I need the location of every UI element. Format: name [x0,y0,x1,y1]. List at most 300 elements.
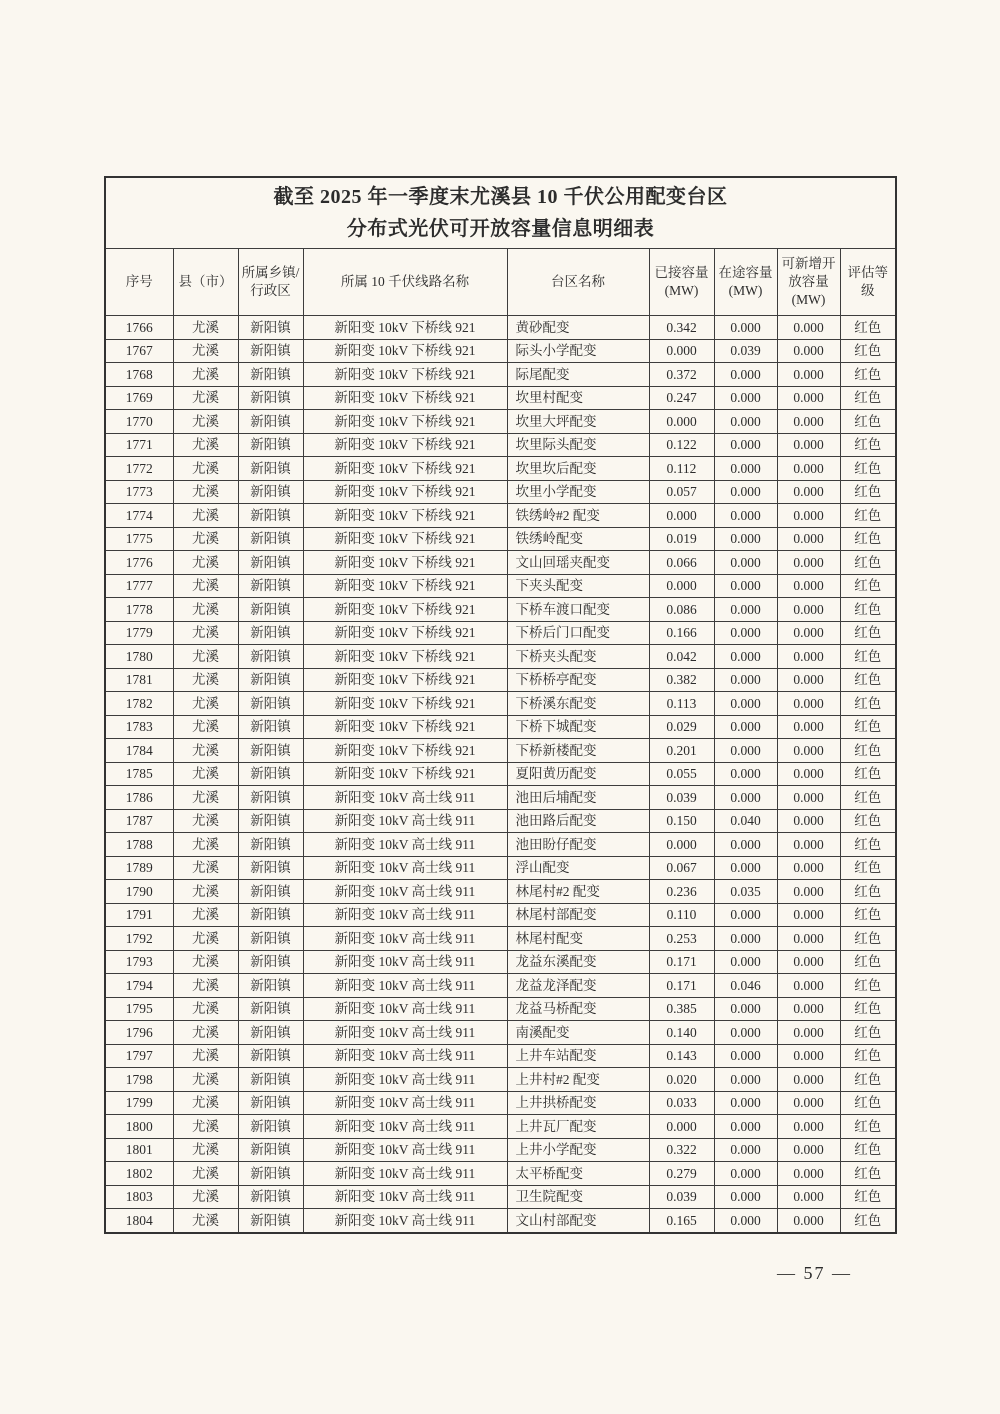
table-cell: 坎里村配变 [507,386,649,410]
table-cell: 0.165 [649,1209,714,1233]
table-cell: 0.000 [777,574,840,598]
table-cell: 红色 [840,833,896,857]
table-cell: 1775 [105,527,173,551]
table-cell: 0.020 [649,1068,714,1092]
table-cell: 新阳镇 [238,927,303,951]
table-cell: 0.000 [777,527,840,551]
table-cell: 0.000 [714,457,777,481]
table-cell: 红色 [840,386,896,410]
table-cell: 红色 [840,927,896,951]
table-cell: 0.342 [649,316,714,340]
table-cell: 0.000 [714,1209,777,1233]
table-row [105,762,896,786]
column-header-intransit: 在途容量(MW) [714,249,777,316]
table-cell: 0.140 [649,1021,714,1045]
table-cell: 1779 [105,621,173,645]
table-row [105,1115,896,1139]
column-header-connected: 已接容量(MW) [649,249,714,316]
table-row [105,339,896,363]
table-cell: 1782 [105,692,173,716]
table-cell: 尤溪 [173,433,238,457]
table-cell: 新阳镇 [238,762,303,786]
table-cell: 新阳镇 [238,1091,303,1115]
table-row [105,1091,896,1115]
table-cell: 上井瓦厂配变 [507,1115,649,1139]
table-cell: 尤溪 [173,386,238,410]
table-cell: 0.000 [777,762,840,786]
table-cell: 0.000 [777,504,840,528]
table-cell: 新阳变 10kV 下桥线 921 [303,339,507,363]
table-cell: 红色 [840,715,896,739]
table-row [105,1068,896,1092]
table-cell: 新阳变 10kV 下桥线 921 [303,739,507,763]
table-cell: 新阳变 10kV 高士线 911 [303,927,507,951]
table-cell: 0.171 [649,974,714,998]
table-cell: 0.000 [714,715,777,739]
table-cell: 0.000 [777,1138,840,1162]
table-cell: 0.150 [649,809,714,833]
table-cell: 坎里坎后配变 [507,457,649,481]
table-cell: 尤溪 [173,974,238,998]
table-row [105,410,896,434]
table-cell: 新阳镇 [238,1021,303,1045]
table-cell: 0.039 [649,786,714,810]
table-cell: 新阳变 10kV 高士线 911 [303,1044,507,1068]
table-cell: 红色 [840,1044,896,1068]
table-row [105,974,896,998]
table-cell: 红色 [840,762,896,786]
table-cell: 0.000 [777,363,840,387]
table-cell: 新阳变 10kV 高士线 911 [303,950,507,974]
table-cell: 1774 [105,504,173,528]
table-header-row [105,249,896,316]
table-row [105,880,896,904]
table-cell: 下桥后门口配变 [507,621,649,645]
table-cell: 新阳镇 [238,457,303,481]
table-cell: 新阳变 10kV 高士线 911 [303,1091,507,1115]
table-cell: 铁绣岭#2 配变 [507,504,649,528]
table-cell: 下桥下城配变 [507,715,649,739]
table-cell: 1777 [105,574,173,598]
table-cell: 0.000 [714,903,777,927]
table-row [105,527,896,551]
column-header-town: 所属乡镇/行政区 [238,249,303,316]
table-head [105,177,896,316]
table-cell: 0.000 [714,574,777,598]
table-cell: 1797 [105,1044,173,1068]
table-cell: 0.000 [777,809,840,833]
table-cell: 0.000 [714,598,777,622]
table-cell: 尤溪 [173,762,238,786]
table-cell: 新阳镇 [238,950,303,974]
table-cell: 尤溪 [173,598,238,622]
table-cell: 0.000 [777,1021,840,1045]
table-cell: 红色 [840,692,896,716]
column-header-station: 台区名称 [507,249,649,316]
table-cell: 0.000 [777,856,840,880]
table-row [105,598,896,622]
table-cell: 尤溪 [173,880,238,904]
table-cell: 新阳变 10kV 高士线 911 [303,880,507,904]
table-cell: 0.113 [649,692,714,716]
table-cell: 1781 [105,668,173,692]
table-cell: 尤溪 [173,1021,238,1045]
table-cell: 池田路后配变 [507,809,649,833]
table-cell: 太平桥配变 [507,1162,649,1186]
table-cell: 红色 [840,339,896,363]
table-cell: 0.000 [714,786,777,810]
table-cell: 0.000 [714,739,777,763]
table-cell: 尤溪 [173,856,238,880]
column-header-county: 县（市） [173,249,238,316]
table-row [105,1021,896,1045]
table-cell: 1795 [105,997,173,1021]
capacity-table [104,176,897,1234]
table-cell: 林尾村部配变 [507,903,649,927]
table-cell: 1789 [105,856,173,880]
table-cell: 1799 [105,1091,173,1115]
table-cell: 尤溪 [173,574,238,598]
table-cell: 红色 [840,1138,896,1162]
table-cell: 红色 [840,668,896,692]
table-cell: 新阳镇 [238,527,303,551]
table-cell: 0.000 [714,668,777,692]
table-cell: 0.000 [777,692,840,716]
table-cell: 下桥车渡口配变 [507,598,649,622]
table-cell: 尤溪 [173,1091,238,1115]
table-cell: 龙益马桥配变 [507,997,649,1021]
table-cell: 0.000 [777,339,840,363]
table-cell: 0.000 [777,997,840,1021]
table-cell: 南溪配变 [507,1021,649,1045]
table-cell: 0.035 [714,880,777,904]
table-row [105,1044,896,1068]
table-cell: 0.000 [714,621,777,645]
table-row [105,645,896,669]
table-title-row [105,177,896,249]
table-cell: 坎里大坪配变 [507,410,649,434]
table-cell: 林尾村配变 [507,927,649,951]
table-cell: 新阳镇 [238,574,303,598]
table-cell: 红色 [840,363,896,387]
table-cell: 0.000 [714,504,777,528]
table-cell: 1769 [105,386,173,410]
table-cell: 0.000 [777,1185,840,1209]
table-cell: 际尾配变 [507,363,649,387]
table-cell: 0.000 [649,833,714,857]
table-cell: 尤溪 [173,363,238,387]
table-cell: 红色 [840,551,896,575]
table-cell: 红色 [840,1068,896,1092]
table-cell: 0.000 [714,997,777,1021]
table-row [105,786,896,810]
table-row [105,903,896,927]
table-cell: 1778 [105,598,173,622]
table-cell: 新阳变 10kV 下桥线 921 [303,433,507,457]
table-cell: 0.000 [777,457,840,481]
table-cell: 1780 [105,645,173,669]
table-cell: 0.039 [714,339,777,363]
table-cell: 0.000 [777,974,840,998]
table-cell: 0.000 [714,410,777,434]
table-cell: 池田盼仔配变 [507,833,649,857]
table-cell: 0.066 [649,551,714,575]
table-cell: 0.000 [714,551,777,575]
table-cell: 0.000 [777,621,840,645]
table-cell: 红色 [840,974,896,998]
table-cell: 红色 [840,739,896,763]
table-cell: 上井拱桥配变 [507,1091,649,1115]
table-cell: 龙益龙泽配变 [507,974,649,998]
table-cell: 新阳镇 [238,621,303,645]
table-cell: 0.000 [777,950,840,974]
table-cell: 新阳镇 [238,856,303,880]
table-cell: 0.000 [714,480,777,504]
table-cell: 尤溪 [173,1044,238,1068]
column-header-line: 所属 10 千伏线路名称 [303,249,507,316]
table-cell: 际头小学配变 [507,339,649,363]
table-cell: 上井村#2 配变 [507,1068,649,1092]
table-cell: 新阳变 10kV 下桥线 921 [303,598,507,622]
table-cell: 红色 [840,574,896,598]
table-row [105,927,896,951]
table-title [105,177,896,249]
table-cell: 夏阳黄历配变 [507,762,649,786]
table-cell: 新阳变 10kV 下桥线 921 [303,551,507,575]
table-cell: 新阳变 10kV 下桥线 921 [303,645,507,669]
table-cell: 0.057 [649,480,714,504]
table-cell: 红色 [840,1185,896,1209]
table-cell: 0.033 [649,1091,714,1115]
table-cell: 尤溪 [173,809,238,833]
table-cell: 1786 [105,786,173,810]
table-cell: 1800 [105,1115,173,1139]
table-cell: 0.000 [649,574,714,598]
table-row [105,668,896,692]
table-row [105,621,896,645]
table-cell: 0.000 [714,386,777,410]
table-cell: 尤溪 [173,527,238,551]
table-cell: 红色 [840,809,896,833]
table-cell: 新阳镇 [238,715,303,739]
table-cell: 1794 [105,974,173,998]
table-cell: 1785 [105,762,173,786]
table-cell: 1790 [105,880,173,904]
table-cell: 0.000 [777,668,840,692]
table-cell: 0.247 [649,386,714,410]
table-cell: 新阳镇 [238,504,303,528]
table-cell: 尤溪 [173,480,238,504]
table-cell: 尤溪 [173,903,238,927]
table-cell: 新阳变 10kV 高士线 911 [303,974,507,998]
table-cell: 0.279 [649,1162,714,1186]
table-row [105,1209,896,1233]
table-cell: 尤溪 [173,1115,238,1139]
table-cell: 0.000 [714,762,777,786]
table-cell: 尤溪 [173,950,238,974]
table-cell: 红色 [840,1115,896,1139]
table-cell: 尤溪 [173,316,238,340]
table-cell: 尤溪 [173,551,238,575]
table-cell: 尤溪 [173,645,238,669]
table-cell: 0.000 [777,645,840,669]
table-cell: 红色 [840,480,896,504]
table-cell: 0.000 [777,903,840,927]
table-cell: 尤溪 [173,739,238,763]
table-cell: 尤溪 [173,1209,238,1233]
table-cell: 0.000 [777,410,840,434]
column-header-grade: 评估等级 [840,249,896,316]
table-cell: 新阳镇 [238,1115,303,1139]
table-cell: 1787 [105,809,173,833]
table-cell: 新阳镇 [238,551,303,575]
table-row [105,363,896,387]
table-cell: 0.322 [649,1138,714,1162]
table-cell: 新阳变 10kV 下桥线 921 [303,527,507,551]
table-cell: 红色 [840,1209,896,1233]
table-cell: 红色 [840,1091,896,1115]
table-cell: 0.201 [649,739,714,763]
table-cell: 0.000 [714,856,777,880]
table-cell: 卫生院配变 [507,1185,649,1209]
table-cell: 新阳镇 [238,668,303,692]
table-cell: 0.042 [649,645,714,669]
table-cell: 1803 [105,1185,173,1209]
table-row [105,1185,896,1209]
table-row [105,457,896,481]
table-cell: 红色 [840,903,896,927]
table-cell: 新阳变 10kV 下桥线 921 [303,692,507,716]
table-cell: 新阳变 10kV 高士线 911 [303,1115,507,1139]
table-cell: 新阳镇 [238,316,303,340]
table-cell: 0.029 [649,715,714,739]
table-cell: 新阳镇 [238,1185,303,1209]
table-cell: 新阳变 10kV 下桥线 921 [303,504,507,528]
table-cell: 新阳变 10kV 高士线 911 [303,997,507,1021]
table-cell: 新阳镇 [238,433,303,457]
table-cell: 0.067 [649,856,714,880]
table-cell: 1783 [105,715,173,739]
table-cell: 新阳镇 [238,903,303,927]
table-cell: 下桥新楼配变 [507,739,649,763]
table-cell: 林尾村#2 配变 [507,880,649,904]
table-cell: 浮山配变 [507,856,649,880]
table-cell: 尤溪 [173,1138,238,1162]
table-cell: 红色 [840,410,896,434]
table-cell: 尤溪 [173,504,238,528]
table-cell: 新阳变 10kV 高士线 911 [303,833,507,857]
table-cell: 0.000 [714,927,777,951]
table-row [105,433,896,457]
table-cell: 尤溪 [173,997,238,1021]
table-cell: 尤溪 [173,457,238,481]
table-cell: 0.000 [714,950,777,974]
table-cell: 新阳变 10kV 下桥线 921 [303,480,507,504]
table-cell: 新阳镇 [238,786,303,810]
table-cell: 新阳镇 [238,1138,303,1162]
table-row [105,574,896,598]
table-cell: 0.000 [714,1044,777,1068]
table-cell: 新阳镇 [238,410,303,434]
table-cell: 0.385 [649,997,714,1021]
table-cell: 1802 [105,1162,173,1186]
table-cell: 上井车站配变 [507,1044,649,1068]
table-cell: 红色 [840,1021,896,1045]
table-cell: 0.122 [649,433,714,457]
table-cell: 新阳镇 [238,645,303,669]
table-cell: 1784 [105,739,173,763]
table-cell: 0.046 [714,974,777,998]
table-cell: 0.000 [777,598,840,622]
table-cell: 下桥桥亭配变 [507,668,649,692]
table-cell: 0.000 [649,1115,714,1139]
table-cell: 0.000 [777,880,840,904]
page-number: — 57 — [777,1263,852,1283]
table-row [105,1138,896,1162]
table-cell: 新阳变 10kV 高士线 911 [303,1138,507,1162]
table-cell: 铁绣岭配变 [507,527,649,551]
table-cell: 尤溪 [173,927,238,951]
table-cell: 新阳镇 [238,739,303,763]
table-cell: 0.236 [649,880,714,904]
table-cell: 0.382 [649,668,714,692]
table-cell: 0.000 [777,433,840,457]
table-cell: 尤溪 [173,833,238,857]
table-cell: 新阳镇 [238,1162,303,1186]
table-cell: 0.000 [777,715,840,739]
table-cell: 0.166 [649,621,714,645]
table-cell: 0.000 [777,739,840,763]
table-cell: 1772 [105,457,173,481]
table-cell: 新阳变 10kV 高士线 911 [303,1021,507,1045]
table-cell: 1793 [105,950,173,974]
table-cell: 新阳变 10kV 高士线 911 [303,1185,507,1209]
table-cell: 0.143 [649,1044,714,1068]
table-cell: 新阳变 10kV 下桥线 921 [303,574,507,598]
table-cell: 0.000 [777,927,840,951]
table-row [105,1162,896,1186]
table-row [105,480,896,504]
table-cell: 1771 [105,433,173,457]
table-row [105,692,896,716]
table-cell: 尤溪 [173,692,238,716]
table-cell: 0.110 [649,903,714,927]
table-cell: 0.000 [714,1162,777,1186]
table-cell: 池田后埔配变 [507,786,649,810]
table-cell: 新阳镇 [238,1044,303,1068]
table-cell: 红色 [840,997,896,1021]
table-cell: 新阳镇 [238,386,303,410]
table-cell: 1773 [105,480,173,504]
table-row [105,316,896,340]
table-cell: 红色 [840,504,896,528]
table-cell: 新阳镇 [238,339,303,363]
table-cell: 尤溪 [173,339,238,363]
table-cell: 新阳变 10kV 下桥线 921 [303,363,507,387]
table-cell: 0.000 [714,1185,777,1209]
table-title-line1: 截至 2025 年一季度末尤溪县 10 千伏公用配变台区 [273,186,728,208]
table-cell: 0.000 [714,833,777,857]
table-cell: 0.000 [777,1068,840,1092]
table-row [105,551,896,575]
table-cell: 新阳变 10kV 下桥线 921 [303,386,507,410]
table-cell: 红色 [840,433,896,457]
table-cell: 0.055 [649,762,714,786]
table-cell: 红色 [840,621,896,645]
table-cell: 新阳镇 [238,598,303,622]
table-cell: 1788 [105,833,173,857]
table-cell: 0.253 [649,927,714,951]
